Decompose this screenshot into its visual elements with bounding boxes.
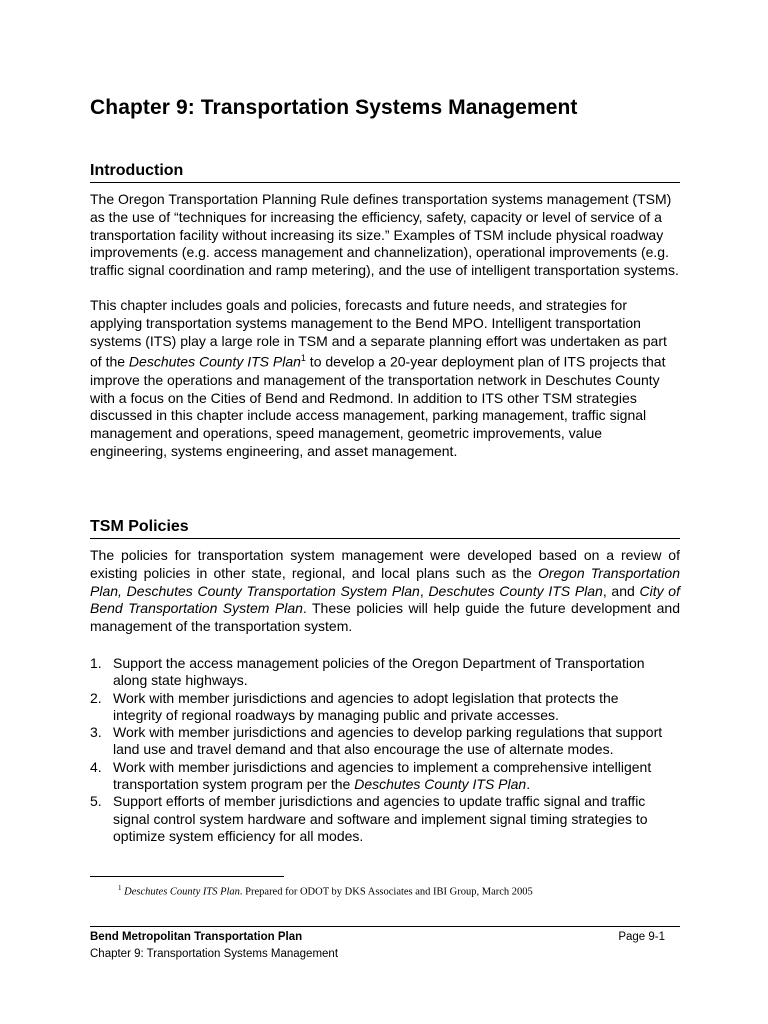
- footnote-divider: [90, 876, 284, 877]
- list-item-italic: Deschutes County ITS Plan: [354, 776, 527, 793]
- tsm-policies-section: [90, 518, 680, 636]
- policies-intro-italic-2: Deschutes County ITS Plan: [428, 582, 603, 599]
- policies-intro-text-1: The policies for transportation system management were developed based on a review of existing policies in other state, regional, and local plans such as the: [90, 547, 680, 581]
- policy-list: [90, 655, 665, 845]
- list-item: [90, 793, 665, 845]
- introduction-heading: Introduction: [90, 162, 680, 183]
- list-item-text: Support the access management policies of the Oregon Department of Transportation along state highways.: [113, 655, 645, 689]
- footer-chapter-title: Chapter 9: Transportation Systems Management: [90, 948, 339, 960]
- list-item-number: 4.: [90, 758, 102, 775]
- footnote-number: 1: [118, 884, 122, 892]
- policies-intro-italic-3: City of Bend Transportation System Plan: [90, 582, 680, 617]
- list-item: [90, 655, 665, 690]
- chapter-title: Chapter 9: Transportation Systems Management: [90, 96, 578, 119]
- list-item-number: 3.: [90, 724, 102, 741]
- footnote: [118, 884, 533, 898]
- list-item-text: Work with member jurisdictions and agencies to develop parking regulations that support land use and travel demand and that also encourage the use of alternate modes.: [113, 724, 663, 758]
- list-item-text: Work with member jurisdictions and agencies to implement a comprehensive intelligent transportation system program per the: [113, 758, 652, 793]
- footnote-italic: Deschutes County ITS Plan: [124, 886, 240, 898]
- policies-intro-sep-1: ,: [419, 582, 429, 599]
- list-item: [90, 724, 665, 759]
- footer-divider: [90, 926, 680, 927]
- intro-p2-text-2: to develop a 20-year deployment plan of ITS projects that improve the operations and management of the transportation network in Deschutes County with a focus on the Cities of Bend and Redmond. In addition to ITS other TSM strategies discussed in this chapter include access management, parking management, traffic signal management and operations, speed management, geometric improvements, value engineering, systems engineering, and asset management.: [90, 354, 666, 460]
- policies-intro-italic-1: Oregon Transportation Plan, Deschutes County Transportation System Plan: [90, 564, 680, 599]
- footer-plan-name: Bend Metropolitan Transportation Plan: [90, 931, 303, 943]
- introduction-section: [90, 162, 680, 461]
- list-item-number: 1.: [90, 655, 102, 671]
- tsm-policies-heading: TSM Policies: [90, 518, 680, 539]
- list-item-text: Support efforts of member jurisdictions and agencies to update traffic signal and traffic signal control system hardware and software and implement signal timing strategies to optimize system efficiency for all modes.: [113, 793, 648, 844]
- footnote-mark: 1: [300, 353, 306, 364]
- list-item-end: .: [526, 776, 531, 793]
- policies-intro-text-2: . These policies will help guide the future development and management of the transportation system.: [90, 600, 680, 635]
- intro-p2-text-1: This chapter includes goals and policies, forecasts and future needs, and strategies for applying transportation systems management to the Bend MPO. Intelligent transportation systems (ITS) play a large role in TSM and a separate planning effort was undertaken as part of the: [90, 296, 667, 371]
- list-item: [90, 759, 665, 794]
- introduction-paragraph-1: The Oregon Transportation Planning Rule defines transportation systems management (TSM) as the use of “techniques for increasing the efficiency, safety, capacity or level of service of a transportation facility without increasing its size.” Examples of TSM include physical roadway improvements (e.g. access management and channelization), operational improvements (e.g. traffic signal coordination and ramp metering), and the use of intelligent transportation systems.: [90, 191, 679, 279]
- its-plan-italic: Deschutes County ITS Plan: [128, 354, 301, 371]
- footnote-text: . Prepared for ODOT by DKS Associates and IBI Group, March 2005: [239, 886, 533, 898]
- list-item-text: Work with member jurisdictions and agencies to adopt legislation that protects the integrity of regional roadways by managing public and private accesses.: [113, 689, 619, 723]
- introduction-paragraph-2: [90, 297, 680, 461]
- list-item-number: 2.: [90, 689, 102, 706]
- policies-intro-sep-2: , and: [602, 582, 640, 599]
- tsm-policies-intro: [90, 547, 680, 636]
- list-item-number: 5.: [90, 793, 102, 810]
- list-item: [90, 690, 665, 725]
- footer-page-number: Page 9-1: [618, 931, 665, 943]
